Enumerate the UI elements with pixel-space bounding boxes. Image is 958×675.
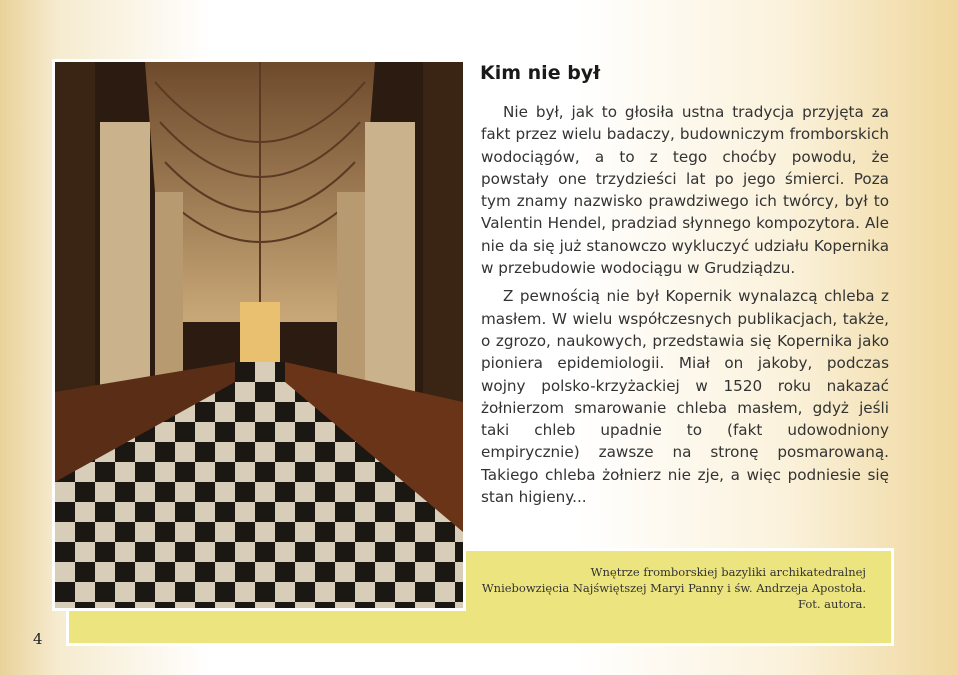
- article-body: [481, 101, 889, 514]
- paragraph: Nie był, jak to głosiła ustna tradycja przyjęta za fakt przez wielu badaczy, budowniczym fromborskich wodociągów, a to z tego choćby powodu, że powstały one trzydzieści lat po jego śmierci. Poza tym znamy nazwisko prawdziwego ich twórcy, był to Valentin Hendel, pradziad słynnego kompozytora. Ale nie da się już stanowczo wykluczyć udziału Kopernika w przebudowie wodociągu w Grudziądzu.: [481, 103, 889, 278]
- caption-line: Wniebowzięcia Najświętszej Maryi Panny i św. Andrzeja Apostoła.: [481, 581, 866, 595]
- photo-caption: [482, 564, 866, 612]
- paragraph: Z pewnością nie był Kopernik wynalazcą chleba z masłem. W wielu współczesnych publikacjach, także, o zgrozo, naukowych, przedstawia się Kopernika jako pioniera epidemiologii. Miał on jakoby, podczas wojny polsko-krzyżackiej w 1520 roku nakazać żołnierzom smarowanie chleba masłem, gdyż jeśli taki chleb upadnie to (fakt udowodniony empirycznie) zawsze na stronę posmarowaną. Takiego chleba żołnierz nie zje, a więc podniesie się stan higieny...: [481, 287, 889, 507]
- page-number: 4: [33, 630, 43, 648]
- caption-line: Wnętrze fromborskiej bazyliki archikatedralnej: [590, 565, 866, 579]
- caption-line: Fot. autora.: [797, 597, 866, 611]
- cathedral-interior-photo: [52, 59, 466, 611]
- article-title: Kim nie był: [480, 62, 601, 84]
